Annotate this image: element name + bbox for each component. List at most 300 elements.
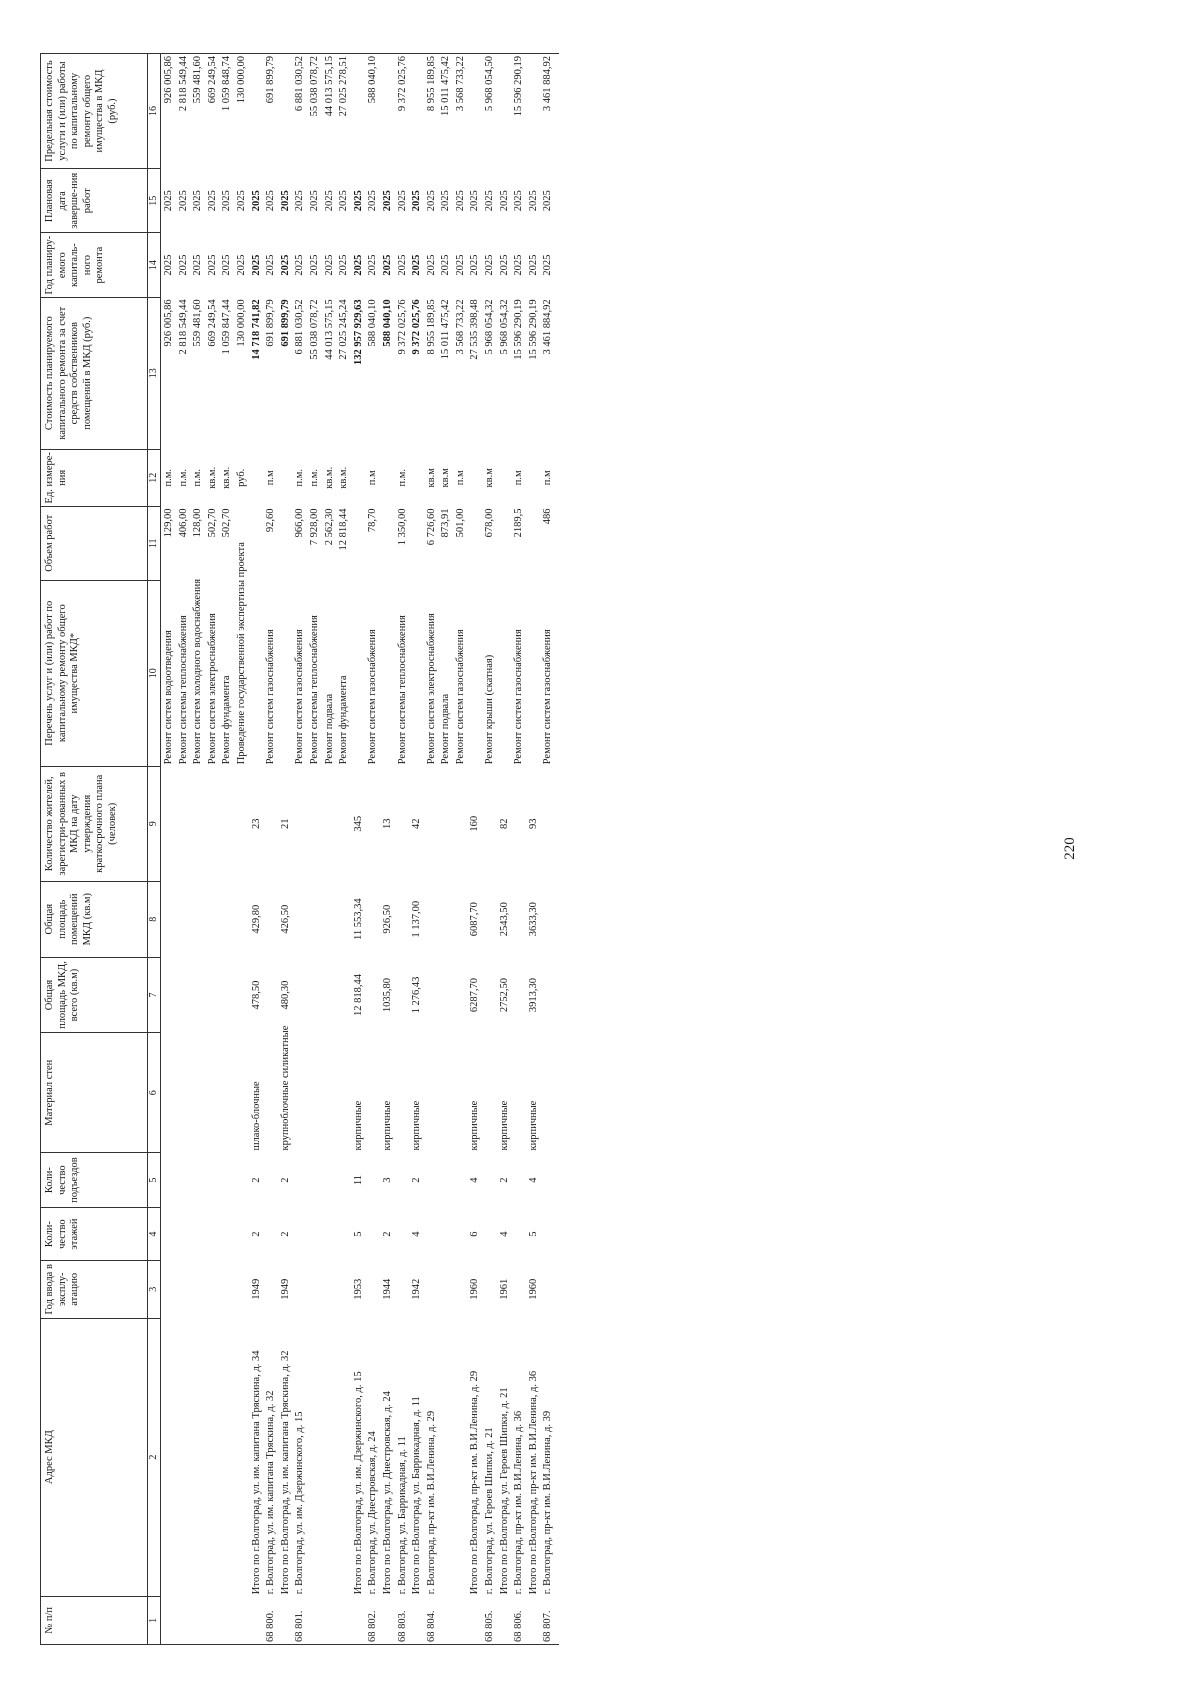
cell-residents	[482, 766, 497, 881]
cell-unit: руб.	[235, 468, 247, 487]
cell-total-area	[482, 957, 497, 1033]
cell-address	[176, 1318, 191, 1596]
cell-row-number	[176, 1596, 191, 1644]
cell-year-built	[322, 1261, 337, 1318]
column-number-3: 3	[148, 1261, 161, 1318]
cell-completion-year: 2025	[440, 190, 452, 212]
column-header-12: Ед. измере-ния	[41, 449, 148, 506]
cell-entrances: 2	[279, 1177, 291, 1183]
table-row	[497, 54, 512, 1645]
cell-premises-area	[322, 881, 337, 957]
cell-unit: п.м.	[308, 469, 320, 487]
table-row	[453, 54, 468, 1645]
cell-work-volume: 92,60	[265, 508, 277, 533]
cell-work-volume: 12 818,44	[338, 508, 350, 551]
cell-floors: 4	[498, 1231, 510, 1237]
cell-work-type: Ремонт фундамента	[221, 675, 233, 765]
cell-address: г. Волгоград, пр-кт им. В.И.Ленина, д. 29	[425, 1410, 437, 1595]
cell-row-number	[307, 1596, 322, 1644]
cell-work-volume: 7 928,00	[308, 508, 320, 546]
cell-premises-area	[292, 881, 307, 957]
cell-max-cost: 2 818 549,44	[176, 54, 191, 169]
table-row	[351, 54, 366, 1645]
cell-work-type	[467, 580, 482, 766]
cell-premises-area	[176, 881, 191, 957]
cell-completion-year: 2025	[484, 190, 496, 212]
cell-residents	[365, 766, 380, 881]
cell-year-built: 1949	[250, 1278, 262, 1300]
cell-floors: 2	[279, 1231, 291, 1237]
cell-total-area: 480,30	[279, 980, 291, 1010]
cell-entrances	[482, 1153, 497, 1208]
cell-max-cost: 8 955 189,85	[424, 54, 439, 169]
cell-work-volume	[409, 507, 424, 581]
cell-wall-material	[395, 1033, 410, 1153]
cell-residents	[161, 766, 176, 881]
cell-wall-material: кирпичные	[381, 1100, 393, 1151]
cell-row-number	[322, 1596, 337, 1644]
cell-row-number	[190, 1596, 205, 1644]
cell-cost: 27 025 245,24	[338, 299, 350, 360]
cell-work-volume	[467, 507, 482, 581]
cell-floors	[219, 1208, 234, 1261]
cell-completion-year: 2025	[279, 190, 291, 212]
cell-total-area	[322, 957, 337, 1033]
cell-completion-year: 2025	[396, 190, 408, 212]
cell-floors	[365, 1208, 380, 1261]
cell-premises-area	[263, 881, 278, 957]
cell-address: г. Волгоград, пр-кт им. В.И.Ленина, д. 36	[513, 1410, 525, 1595]
cell-premises-area	[540, 881, 559, 957]
cell-address: г. Волгоград, ул. Днестровская, д. 24	[367, 1431, 379, 1595]
cell-repair-year: 2025	[192, 254, 204, 276]
cell-repair-year: 2025	[279, 254, 291, 276]
cell-work-type: Проведение государственной экспертизы проекта	[235, 542, 247, 765]
cell-work-type	[380, 580, 395, 766]
cell-cost: 5 968 054,32	[484, 299, 496, 355]
cell-unit: п.м.	[177, 469, 189, 487]
cell-residents	[234, 766, 249, 881]
cell-floors	[205, 1208, 220, 1261]
cell-row-number	[409, 1596, 424, 1644]
cell-max-cost: 44 013 575,15	[322, 54, 337, 169]
cell-entrances	[292, 1153, 307, 1208]
cell-completion-year: 2025	[294, 190, 306, 212]
cell-cost: 44 013 575,15	[323, 299, 335, 360]
cell-address	[161, 1318, 176, 1596]
cell-row-number	[526, 1596, 541, 1644]
cell-premises-area	[205, 881, 220, 957]
cell-premises-area: 3633,30	[527, 902, 539, 937]
cell-wall-material	[205, 1033, 220, 1153]
cell-unit: п.м	[542, 470, 554, 486]
cell-wall-material	[424, 1033, 439, 1153]
cell-repair-year: 2025	[177, 254, 189, 276]
cell-residents	[540, 766, 559, 881]
column-header-7: Общая площадь МКД, всего (кв.м)	[41, 957, 148, 1033]
cell-total-area	[307, 957, 322, 1033]
cell-entrances	[336, 1153, 351, 1208]
column-number-13: 13	[148, 297, 161, 449]
cell-max-cost: 669 249,54	[205, 54, 220, 169]
cell-total-area	[205, 957, 220, 1033]
cell-repair-year: 2025	[338, 254, 350, 276]
cell-work-type: Ремонт систем газоснабжения	[542, 629, 554, 765]
cell-completion-year: 2025	[513, 190, 525, 212]
cell-address	[190, 1318, 205, 1596]
cell-wall-material: кирпичные	[469, 1100, 481, 1151]
cell-wall-material	[511, 1033, 526, 1153]
cell-wall-material: крупноблочные силикатные	[279, 1025, 291, 1151]
cell-completion-year: 2025	[163, 190, 174, 212]
cell-completion-year: 2025	[308, 190, 320, 212]
table-row	[205, 54, 220, 1645]
cell-entrances	[176, 1153, 191, 1208]
cell-repair-year: 2025	[542, 254, 554, 276]
cell-max-cost	[278, 54, 293, 169]
cell-residents	[336, 766, 351, 881]
cell-repair-year: 2025	[235, 254, 247, 276]
cell-address	[219, 1318, 234, 1596]
cell-max-cost	[409, 54, 424, 169]
cell-address: Итого по г.Волгоград, ул. им. капитана Тряскина, д. 34	[250, 1350, 262, 1595]
cell-wall-material: шлако-блочные	[250, 1081, 262, 1151]
cell-premises-area	[307, 881, 322, 957]
cell-address	[453, 1318, 468, 1596]
cell-work-type: Ремонт системы теплоснабжения	[177, 615, 189, 765]
table-row	[322, 54, 337, 1645]
cell-wall-material	[190, 1033, 205, 1153]
cell-total-area	[161, 957, 176, 1033]
cell-row-number: 68 802.	[365, 1596, 380, 1644]
cell-completion-year: 2025	[177, 190, 189, 212]
cell-repair-year: 2025	[411, 254, 423, 276]
cell-cost: 691 899,79	[279, 299, 291, 347]
column-number-12: 12	[148, 449, 161, 506]
repair-plan-table	[40, 53, 559, 1645]
table-row	[380, 54, 395, 1645]
cell-total-area	[540, 957, 559, 1033]
cell-entrances	[540, 1153, 559, 1208]
table-row	[424, 54, 439, 1645]
cell-premises-area	[219, 881, 234, 957]
cell-cost: 3 461 884,92	[542, 299, 554, 355]
cell-repair-year: 2025	[396, 254, 408, 276]
cell-max-cost	[351, 54, 366, 169]
cell-cost: 588 040,10	[367, 299, 379, 347]
cell-residents	[205, 766, 220, 881]
cell-max-cost: 1 059 848,74	[219, 54, 234, 169]
cell-floors	[482, 1208, 497, 1261]
cell-repair-year: 2025	[527, 254, 539, 276]
cell-row-number	[453, 1596, 468, 1644]
cell-address: Итого по г.Волгоград, ул. Днестровская, д. 24	[381, 1391, 393, 1595]
cell-unit: кв.м	[484, 468, 496, 488]
cell-wall-material	[219, 1033, 234, 1153]
cell-year-built: 1960	[527, 1278, 539, 1300]
column-header-1: № п/п	[41, 1596, 148, 1644]
column-number-16: 16	[148, 54, 161, 169]
cell-repair-year: 2025	[294, 254, 306, 276]
cell-cost: 559 481,60	[192, 299, 204, 347]
cell-wall-material	[322, 1033, 337, 1153]
cell-wall-material	[234, 1033, 249, 1153]
cell-work-type	[409, 580, 424, 766]
cell-entrances	[190, 1153, 205, 1208]
cell-max-cost: 6 881 030,52	[292, 54, 307, 169]
column-number-8: 8	[148, 881, 161, 957]
cell-completion-year: 2025	[323, 190, 335, 212]
cell-floors: 5	[527, 1231, 539, 1237]
page-number: 220	[1062, 837, 1078, 860]
cell-residents	[176, 766, 191, 881]
cell-total-area	[511, 957, 526, 1033]
cell-floors	[438, 1208, 453, 1261]
cell-row-number: 68 804.	[424, 1596, 439, 1644]
cell-address: г. Волгоград, ул. им. Дзержинского, д. 15	[294, 1411, 306, 1595]
cell-wall-material	[365, 1033, 380, 1153]
table-row	[409, 54, 424, 1645]
cell-row-number: 68 805.	[482, 1596, 497, 1644]
cell-total-area	[263, 957, 278, 1033]
cell-unit: п.м.	[294, 469, 306, 487]
table-row	[526, 54, 541, 1645]
cell-entrances	[263, 1153, 278, 1208]
column-number-7: 7	[148, 957, 161, 1033]
cell-year-built	[307, 1261, 322, 1318]
cell-premises-area: 11 553,34	[352, 898, 364, 940]
cell-address: г. Волгоград, ул. Героев Шипки, д. 21	[484, 1427, 496, 1595]
cell-unit: п.м	[265, 470, 277, 486]
cell-max-cost	[249, 54, 264, 169]
table-row	[234, 54, 249, 1645]
cell-total-area	[438, 957, 453, 1033]
cell-address: Итого по г.Волгоград, ул. Баррикадная, д. 11	[411, 1396, 423, 1595]
cell-premises-area: 2543,50	[498, 902, 510, 937]
table-row	[292, 54, 307, 1645]
cell-repair-year: 2025	[367, 254, 379, 276]
cell-cost: 14 718 741,82	[250, 299, 262, 360]
column-header-3: Год ввода в эксплу-атацию	[41, 1261, 148, 1318]
cell-residents	[219, 766, 234, 881]
cell-floors	[336, 1208, 351, 1261]
cell-completion-year: 2025	[454, 190, 466, 212]
cell-completion-year: 2025	[498, 190, 510, 212]
cell-repair-year: 2025	[221, 254, 233, 276]
cell-wall-material: кирпичные	[498, 1100, 510, 1151]
cell-year-built	[234, 1261, 249, 1318]
cell-row-number	[205, 1596, 220, 1644]
cell-repair-year: 2025	[498, 254, 510, 276]
cell-row-number	[380, 1596, 395, 1644]
cell-wall-material: кирпичные	[527, 1100, 539, 1151]
column-header-5: Коли-чество подъездов	[41, 1153, 148, 1208]
cell-unit	[526, 449, 541, 506]
cell-entrances	[453, 1153, 468, 1208]
cell-entrances	[395, 1153, 410, 1208]
cell-max-cost	[380, 54, 395, 169]
table-row	[336, 54, 351, 1645]
cell-work-volume: 678,00	[484, 508, 496, 538]
cell-max-cost: 5 968 054,50	[482, 54, 497, 169]
column-number-11: 11	[148, 507, 161, 581]
cell-residents	[511, 766, 526, 881]
cell-total-area: 2752,50	[498, 977, 510, 1013]
cell-row-number	[467, 1596, 482, 1644]
cell-residents: 23	[250, 818, 262, 830]
cell-row-number	[351, 1596, 366, 1644]
cell-year-built: 1944	[381, 1278, 393, 1300]
cell-year-built: 1942	[411, 1278, 423, 1300]
cell-completion-year: 2025	[527, 190, 539, 212]
cell-completion-year: 2025	[338, 190, 350, 212]
cell-wall-material: кирпичные	[352, 1100, 364, 1151]
cell-entrances	[438, 1153, 453, 1208]
cell-year-built: 1961	[498, 1278, 510, 1300]
table-row	[395, 54, 410, 1645]
cell-entrances	[219, 1153, 234, 1208]
cell-max-cost: 588 040,10	[365, 54, 380, 169]
cell-work-type: Ремонт систем электроснабжения	[206, 613, 218, 765]
cell-floors: 4	[411, 1231, 423, 1237]
column-number-row	[148, 54, 161, 1645]
table-row	[438, 54, 453, 1645]
cell-premises-area	[438, 881, 453, 957]
cell-work-type: Ремонт системы теплоснабжения	[396, 615, 408, 765]
cell-completion-year: 2025	[235, 190, 247, 212]
cell-repair-year: 2025	[469, 254, 481, 276]
cell-work-volume: 6 726,60	[425, 508, 437, 546]
table-body	[161, 54, 560, 1645]
cell-premises-area	[453, 881, 468, 957]
cell-address	[234, 1318, 249, 1596]
cell-work-type: Ремонт систем электроснабжения	[425, 613, 437, 765]
cell-wall-material	[336, 1033, 351, 1153]
cell-total-area: 1 276,43	[411, 976, 423, 1014]
cell-entrances	[424, 1153, 439, 1208]
cell-address	[336, 1318, 351, 1596]
cell-floors	[161, 1208, 176, 1261]
cell-work-volume	[249, 507, 264, 581]
cell-floors	[511, 1208, 526, 1261]
cell-max-cost: 691 899,79	[263, 54, 278, 169]
cell-max-cost: 15 596 290,19	[511, 54, 526, 169]
cell-entrances	[307, 1153, 322, 1208]
column-number-15: 15	[148, 169, 161, 233]
cell-repair-year: 2025	[454, 254, 466, 276]
cell-unit: п.м	[367, 470, 379, 486]
column-number-14: 14	[148, 233, 161, 297]
cell-year-built	[540, 1261, 559, 1318]
cell-repair-year: 2025	[352, 254, 364, 276]
cell-completion-year: 2025	[542, 190, 554, 212]
column-header-13: Стоимость планируемого капитального ремонта за счет средств собственников помещений в МКД (руб.)	[41, 297, 148, 449]
cell-cost: 15 596 290,19	[527, 299, 539, 360]
cell-wall-material	[292, 1033, 307, 1153]
cell-floors	[176, 1208, 191, 1261]
cell-total-area	[190, 957, 205, 1033]
cell-year-built	[219, 1261, 234, 1318]
cell-work-type: Ремонт систем газоснабжения	[294, 629, 306, 765]
cell-address: г. Волгоград, пр-кт им. В.И.Ленина, д. 39	[542, 1410, 554, 1595]
cell-premises-area	[365, 881, 380, 957]
cell-residents	[263, 766, 278, 881]
cell-repair-year: 2025	[206, 254, 218, 276]
cell-premises-area	[482, 881, 497, 957]
cell-repair-year: 2025	[323, 254, 335, 276]
cell-work-volume	[351, 507, 366, 581]
cell-entrances	[205, 1153, 220, 1208]
cell-entrances: 11	[352, 1175, 364, 1186]
cell-year-built	[205, 1261, 220, 1318]
cell-cost: 132 957 929,63	[352, 299, 364, 365]
cell-row-number: 68 801.	[292, 1596, 307, 1644]
cell-residents	[438, 766, 453, 881]
cell-work-type	[526, 580, 541, 766]
cell-premises-area	[336, 881, 351, 957]
cell-residents: 21	[279, 818, 291, 830]
cell-work-volume: 966,00	[294, 508, 306, 538]
cell-cost: 55 038 078,72	[308, 299, 320, 360]
cell-residents	[190, 766, 205, 881]
cell-premises-area	[424, 881, 439, 957]
table-row	[482, 54, 497, 1645]
cell-row-number	[438, 1596, 453, 1644]
cell-address	[438, 1318, 453, 1596]
cell-work-volume	[278, 507, 293, 581]
cell-work-type: Ремонт подвала	[440, 693, 452, 765]
cell-premises-area	[511, 881, 526, 957]
cell-year-built	[424, 1261, 439, 1318]
cell-row-number	[219, 1596, 234, 1644]
column-number-5: 5	[148, 1153, 161, 1208]
cell-max-cost: 15 011 475,42	[438, 54, 453, 169]
column-header-16: Предельная стоимость услуги и (или) работы по капитальному ремонту общего имущества в МКД (руб.)	[41, 54, 148, 169]
column-header-8: Общая площадь помещений МКД (кв.м)	[41, 881, 148, 957]
cell-year-built	[190, 1261, 205, 1318]
cell-repair-year: 2025	[484, 254, 496, 276]
cell-row-number: 68 800.	[263, 1596, 278, 1644]
table-row	[161, 54, 176, 1645]
cell-entrances: 4	[527, 1177, 539, 1183]
cell-work-volume: 502,70	[206, 508, 218, 538]
cell-completion-year: 2025	[221, 190, 233, 212]
cell-max-cost	[497, 54, 512, 169]
cell-cost: 130 000,00	[235, 299, 247, 347]
cell-row-number	[497, 1596, 512, 1644]
cell-floors: 6	[469, 1231, 481, 1237]
table-row	[365, 54, 380, 1645]
cell-work-type: Ремонт систем газоснабжения	[513, 629, 525, 765]
cell-year-built: 1953	[352, 1278, 364, 1300]
cell-completion-year: 2025	[367, 190, 379, 212]
cell-year-built	[395, 1261, 410, 1318]
table-row	[307, 54, 322, 1645]
cell-wall-material	[176, 1033, 191, 1153]
cell-address	[322, 1318, 337, 1596]
table-row	[467, 54, 482, 1645]
cell-unit	[380, 449, 395, 506]
cell-total-area	[365, 957, 380, 1033]
cell-premises-area	[161, 881, 176, 957]
cell-wall-material	[453, 1033, 468, 1153]
cell-entrances	[511, 1153, 526, 1208]
cell-premises-area	[190, 881, 205, 957]
cell-floors	[322, 1208, 337, 1261]
cell-total-area: 1035,80	[381, 977, 393, 1013]
cell-repair-year: 2025	[265, 254, 277, 276]
cell-total-area: 3913,30	[527, 977, 539, 1013]
